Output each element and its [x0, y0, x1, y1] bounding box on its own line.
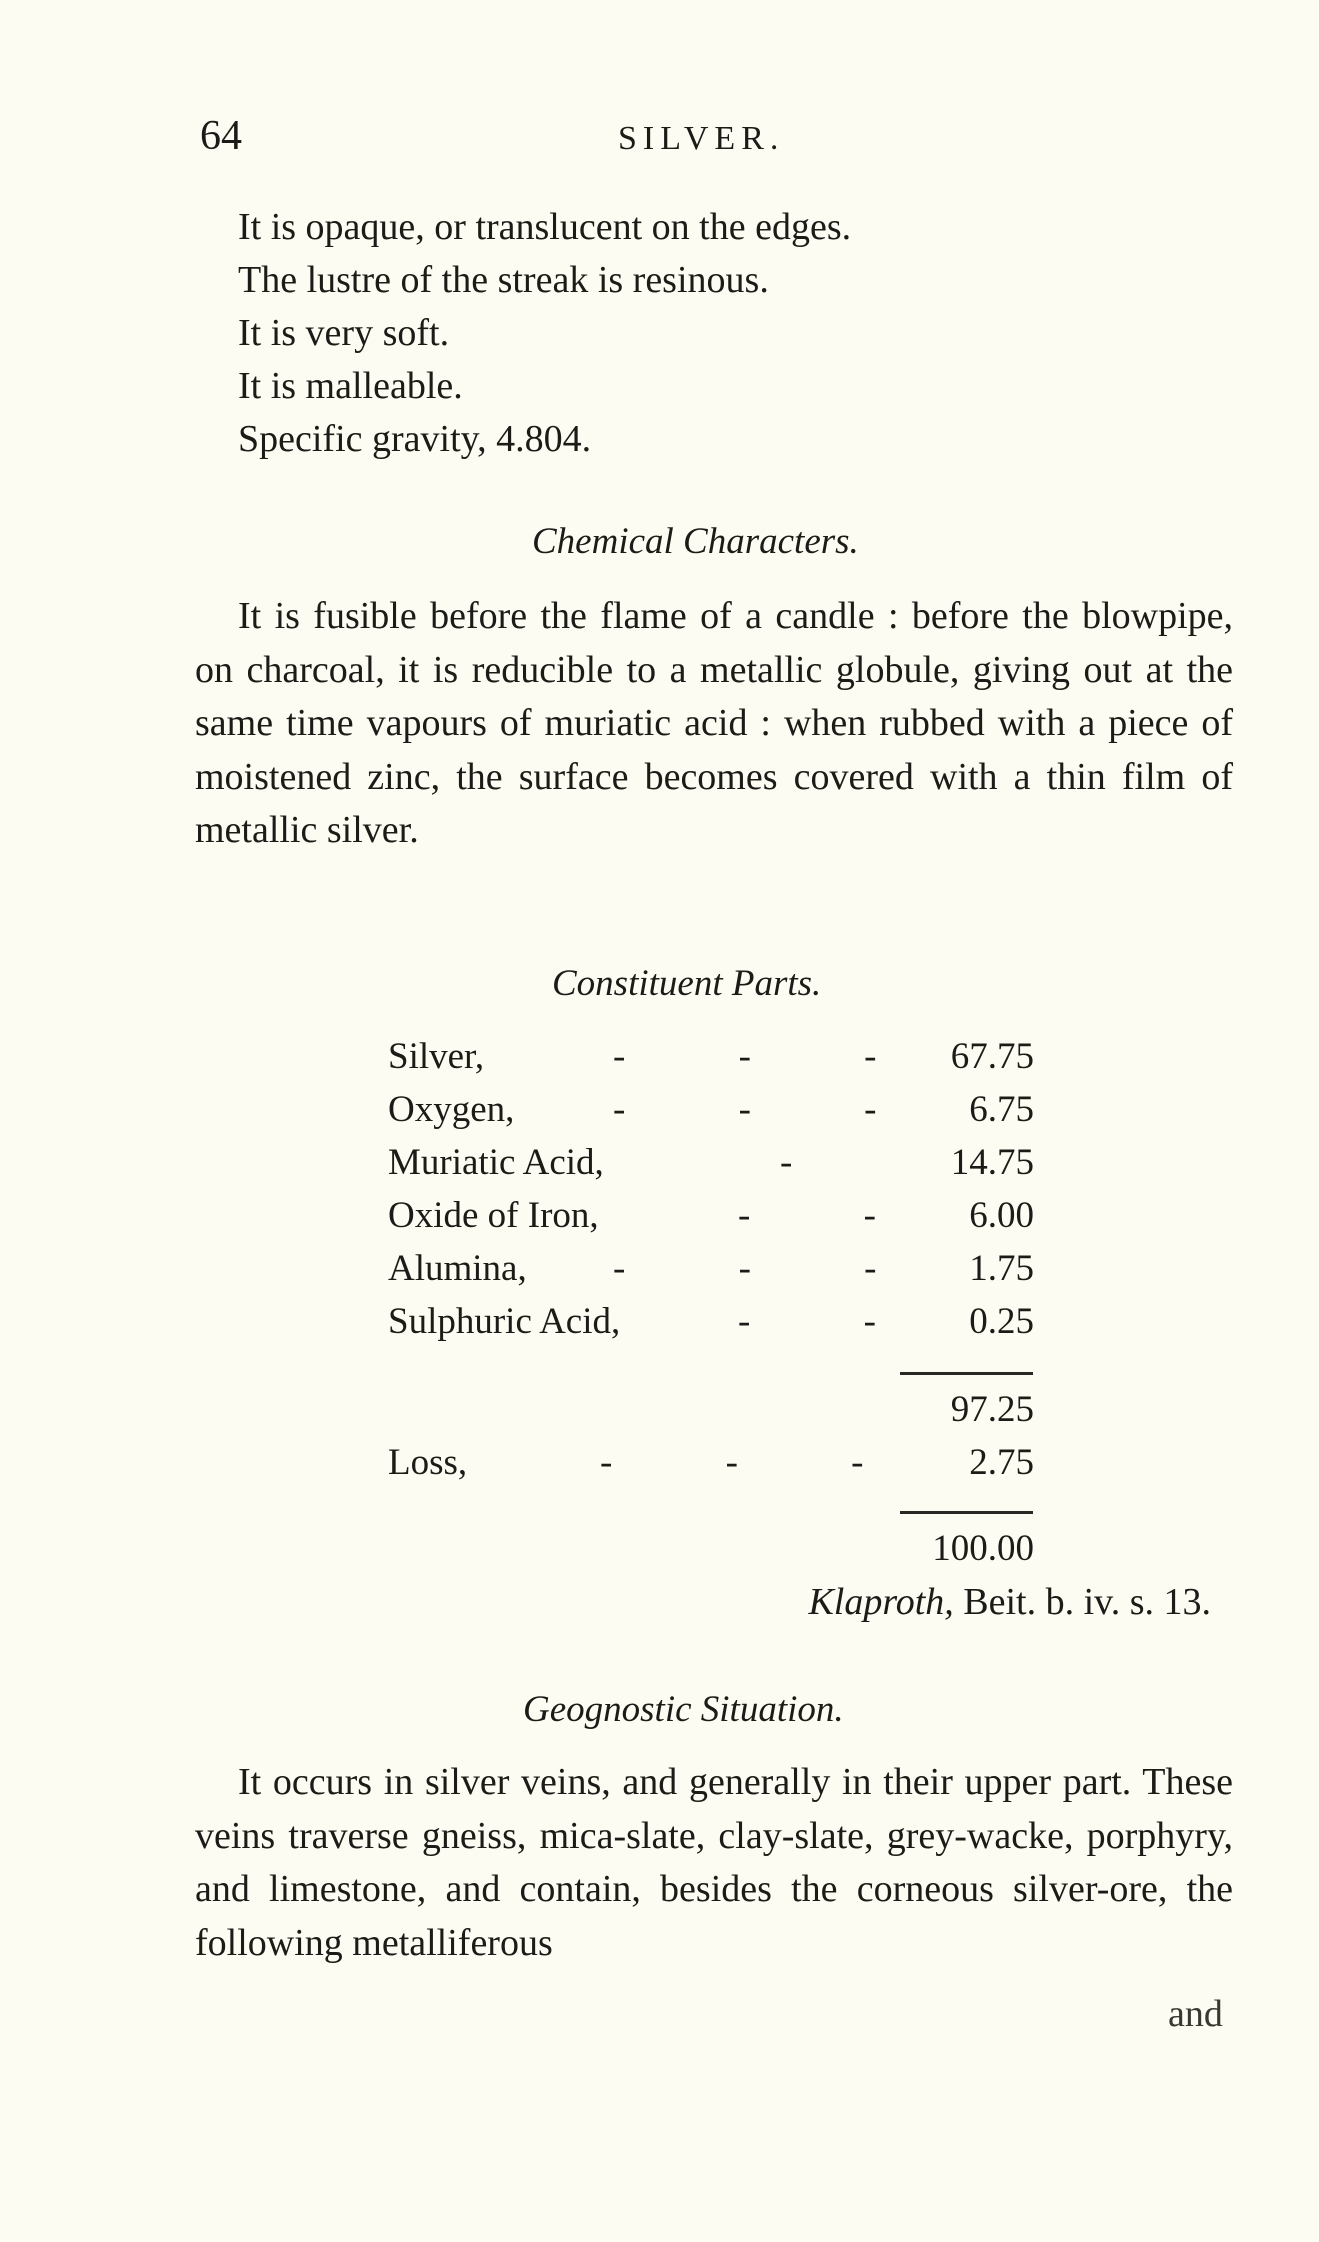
constituent-value: 1.75 [969, 1248, 1034, 1289]
constituent-value: 67.75 [950, 1036, 1034, 1077]
property-line: It is opaque, or translucent on the edges. [238, 206, 852, 248]
table-row [388, 1035, 1038, 1085]
citation-author: Klaproth, [808, 1581, 954, 1623]
chemical-characters-paragraph: It is fusible before the flame of a candle : before the blowpipe, on charcoal, it is reducible to a metallic globule, giving out at the same time vapours of muriatic acid : when rubbed with a piece of moistened zinc, the surface becomes covered with a thin film of metallic silver. [195, 595, 1233, 851]
constituent-value: 0.25 [969, 1301, 1034, 1342]
property-line: The lustre of the streak is resinous. [238, 259, 769, 301]
total-value: 100.00 [932, 1528, 1034, 1569]
leader-dashes: - - - [613, 1036, 929, 1077]
page-number: 64 [200, 113, 242, 159]
total-rule [900, 1511, 1033, 1514]
constituent-name: Sulphuric Acid, [388, 1301, 621, 1342]
table-row [388, 1088, 1038, 1138]
table-row [388, 1247, 1038, 1297]
property-line: It is malleable. [238, 365, 463, 407]
property-line: Specific gravity, 4.804. [238, 418, 592, 460]
sum-rule [900, 1372, 1033, 1375]
loss-label: Loss, [388, 1442, 468, 1483]
chemical-characters-heading: Chemical Characters. [532, 521, 859, 562]
constituent-name: Muriatic Acid, [388, 1142, 604, 1183]
geognostic-situation-heading: Geognostic Situation. [523, 1689, 844, 1730]
constituent-name: Oxygen, [388, 1089, 515, 1130]
constituent-value: 6.75 [969, 1089, 1034, 1130]
geognostic-situation-paragraph: It occurs in silver veins, and generally in their upper part. These veins traverse gneiss, mica-slate, clay-slate, grey-wacke, porphyry, and limestone, and contain, besides the corneous silver-ore, the following metalliferous [195, 1761, 1233, 1964]
subtotal-value: 97.25 [950, 1389, 1034, 1430]
citation [808, 1580, 1211, 1624]
table-row [388, 1141, 1038, 1191]
leader-dashes: - - - [613, 1089, 929, 1130]
property-line: It is very soft. [238, 312, 450, 354]
running-title: SILVER. [618, 120, 785, 157]
subtotal-row [388, 1388, 1038, 1438]
constituent-value: 6.00 [969, 1195, 1034, 1236]
leader-dashes: - [780, 1142, 845, 1183]
leader-dashes: - - [738, 1195, 928, 1236]
constituent-parts-heading: Constituent Parts. [552, 963, 822, 1004]
leader-dashes: - - - [613, 1248, 929, 1289]
constituent-value: 14.75 [950, 1142, 1034, 1183]
loss-row [388, 1441, 1038, 1491]
table-row [388, 1300, 1038, 1350]
loss-value: 2.75 [969, 1442, 1034, 1483]
constituent-name: Oxide of Iron, [388, 1195, 599, 1236]
catchword: and [1168, 1993, 1223, 2035]
leader-dashes: - - - [600, 1442, 916, 1483]
total-row [388, 1527, 1038, 1577]
constituent-name: Alumina, [388, 1248, 527, 1289]
leader-dashes: - - [738, 1301, 928, 1342]
table-row [388, 1194, 1038, 1244]
citation-reference: Beit. b. iv. s. 13. [963, 1581, 1211, 1623]
constituent-name: Silver, [388, 1036, 485, 1077]
